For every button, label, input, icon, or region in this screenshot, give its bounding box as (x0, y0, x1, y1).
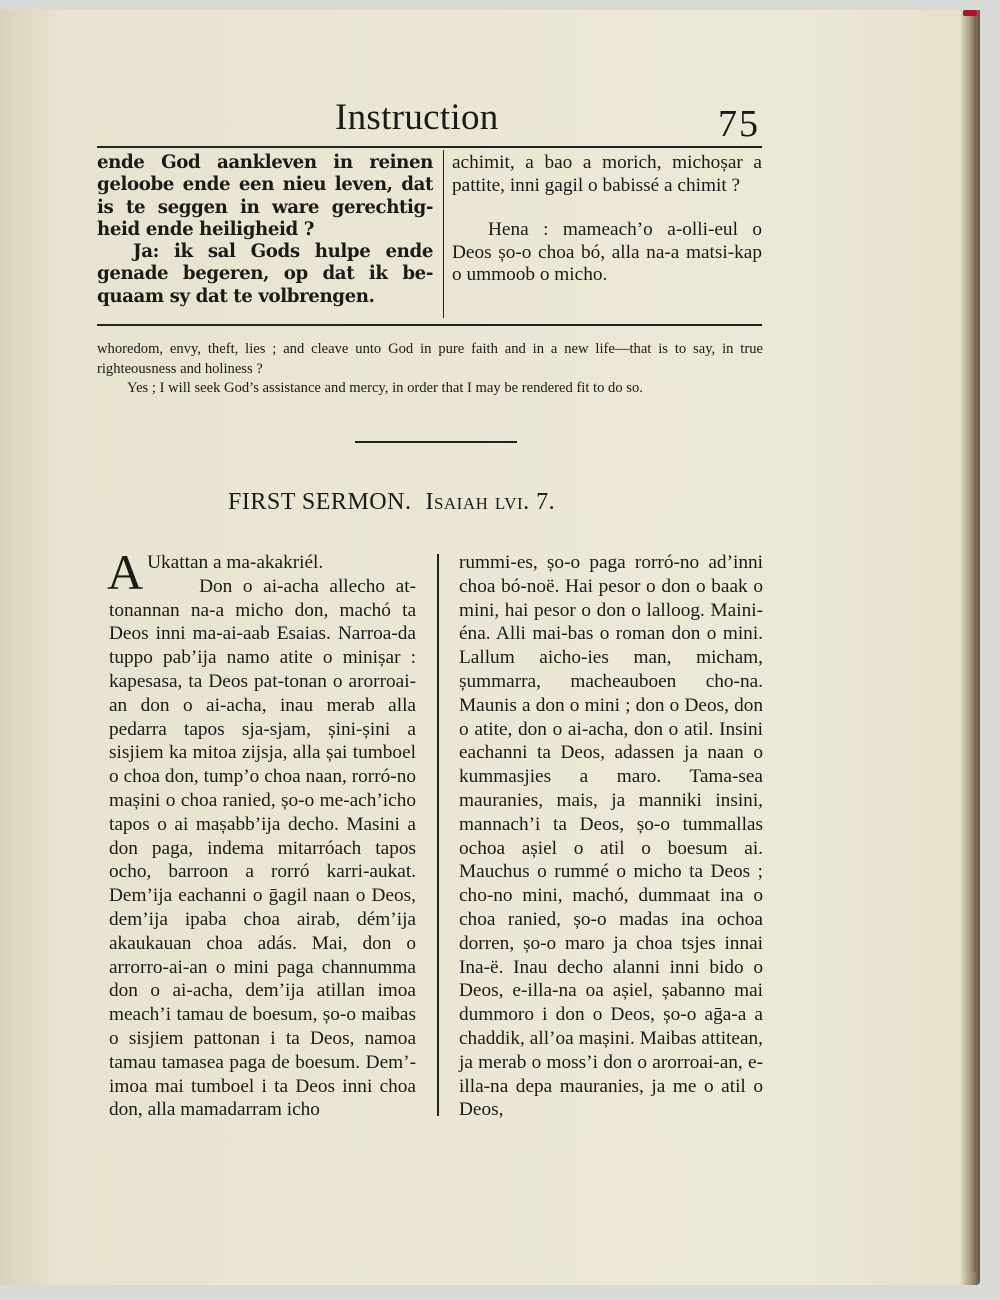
english-answer: Yes ; I will seek God’s assistance and mercy, in order that I may be rendered fit to do so. (127, 380, 643, 396)
sermon-heading (228, 489, 555, 516)
page-edge (962, 12, 976, 1272)
column-divider (437, 554, 439, 1116)
sermon-left-column (107, 544, 416, 1122)
ornamental-rule (355, 441, 517, 443)
native-text-column-top (452, 152, 762, 287)
column-divider-top (443, 150, 444, 318)
drop-cap: A (107, 544, 144, 600)
native-question: achimit, a bao a morich, michoșar a pattite, inni gagil o babissé a chimit ? (452, 152, 762, 196)
native-answer: Hena : mameach’o a-olli-eul o Deos șo-o choa bó, alla na-a matsi-kap o ummoob o micho. (452, 219, 762, 285)
red-bookmark-mark (963, 10, 977, 16)
sermon-title: FIRST SERMON. (228, 489, 412, 515)
english-translation (97, 340, 763, 399)
dutch-answer: Ja: ik sal Gods hulpe ende genade begeren, op dat ik be-quaam sy dat te volbrengen. (97, 241, 433, 307)
sermon-right-column (459, 551, 763, 1122)
page-number: 75 (718, 103, 760, 145)
sermon-left-text: Don o ai-acha allecho at-tonannan na-a micho don, machó ta Deos inni ma-ai-aab Esaias. Narroa-da tuppo pab’ija namo atite o minișar : kapesasa, ta Deos pat-tonan o arorroai-an don o ai-acha, inau merab alla pedarra tapos sja-sjam, șini-șini a sisjiem ka mitoa zijsja, alla șai tumboel o choa don, tump’o choa naan, rorró-no mașini o choa ranied, șo-o me-ach’icho tapos o ai mașabb’ija decho. Masini a don paga, indema mitarróach tapos ocho, barroon a rorró karri-aukat. Dem’ija eachanni o ḡagil naan o Deos, dem’ija ipaba choa airab, dém’ija akaukauan choa adás. Mai, don o arrorro-ai-an o mini paga channumma don o ai-acha, dem’ija atillan imoa meach’i tamau de boesum, șo-o maibas o sisjiem pattonan i ta Deos, namoa tamau tamasea paga de boesum. Dem’-imoa mai tumboel i ta Deos inni choa don, alla mamadarram icho (109, 575, 416, 1121)
sermon-reference: Isaiah lvi. 7. (425, 489, 556, 515)
sermon-right-text: rummi-es, șo-o paga rorró-no ad’inni choa bó-noë. Hai pesor o don o baak o mini, hai pesor o don o lalloog. Maini-éna. Alli mai-bas o roman don o mini. Lallum aicho-ies man, micham, șummarra, macheauboen cho-na. Maunis a don o mini ; don o Deos, don o atite, don o ai-acha, don o atil. Insini eachanni ta Deos, adassen ja naan o kummasjies a maro. Tama-sea mauranies, mais, ja manniki insini, mannach’i ta Deos, șo-o tummallas ochoa așiel o atil o boesum ai. Mauchus o rummé o micho ta Deos ; cho-no mini, machó, dummaat ina o choa ranied, șo-o madas ina ochoa dorren, șo-o maro ja choa tsjes innai Ina-ë. Inau decho alanni inni bido o Deos, e-illa-na oa așiel, șabanno mai dummoro i don o Deos, șo-o aḡa-a a chaddik, all’oa mașini. Maibas attitean, ja merab o moss’i don o arorroai-an, e-illa-na depa mauranies, ja me o atil o Deos, (459, 552, 763, 1121)
english-question: whoredom, envy, theft, lies ; and cleave unto God in pure faith and in a new life—that is to say, in true righteousness and holiness ? (97, 341, 763, 377)
dutch-text-column (97, 152, 433, 308)
section-divider (97, 324, 762, 326)
dutch-question: ende God aankleven in reinen geloobe ende een nieu leven, dat is te seggen in ware gerechtig-heid ende heiligheid ? (97, 152, 433, 240)
sermon-opening: Ukattan a ma-akakriél. (147, 552, 324, 573)
header-title: Instruction (335, 97, 499, 138)
running-header (97, 92, 762, 148)
